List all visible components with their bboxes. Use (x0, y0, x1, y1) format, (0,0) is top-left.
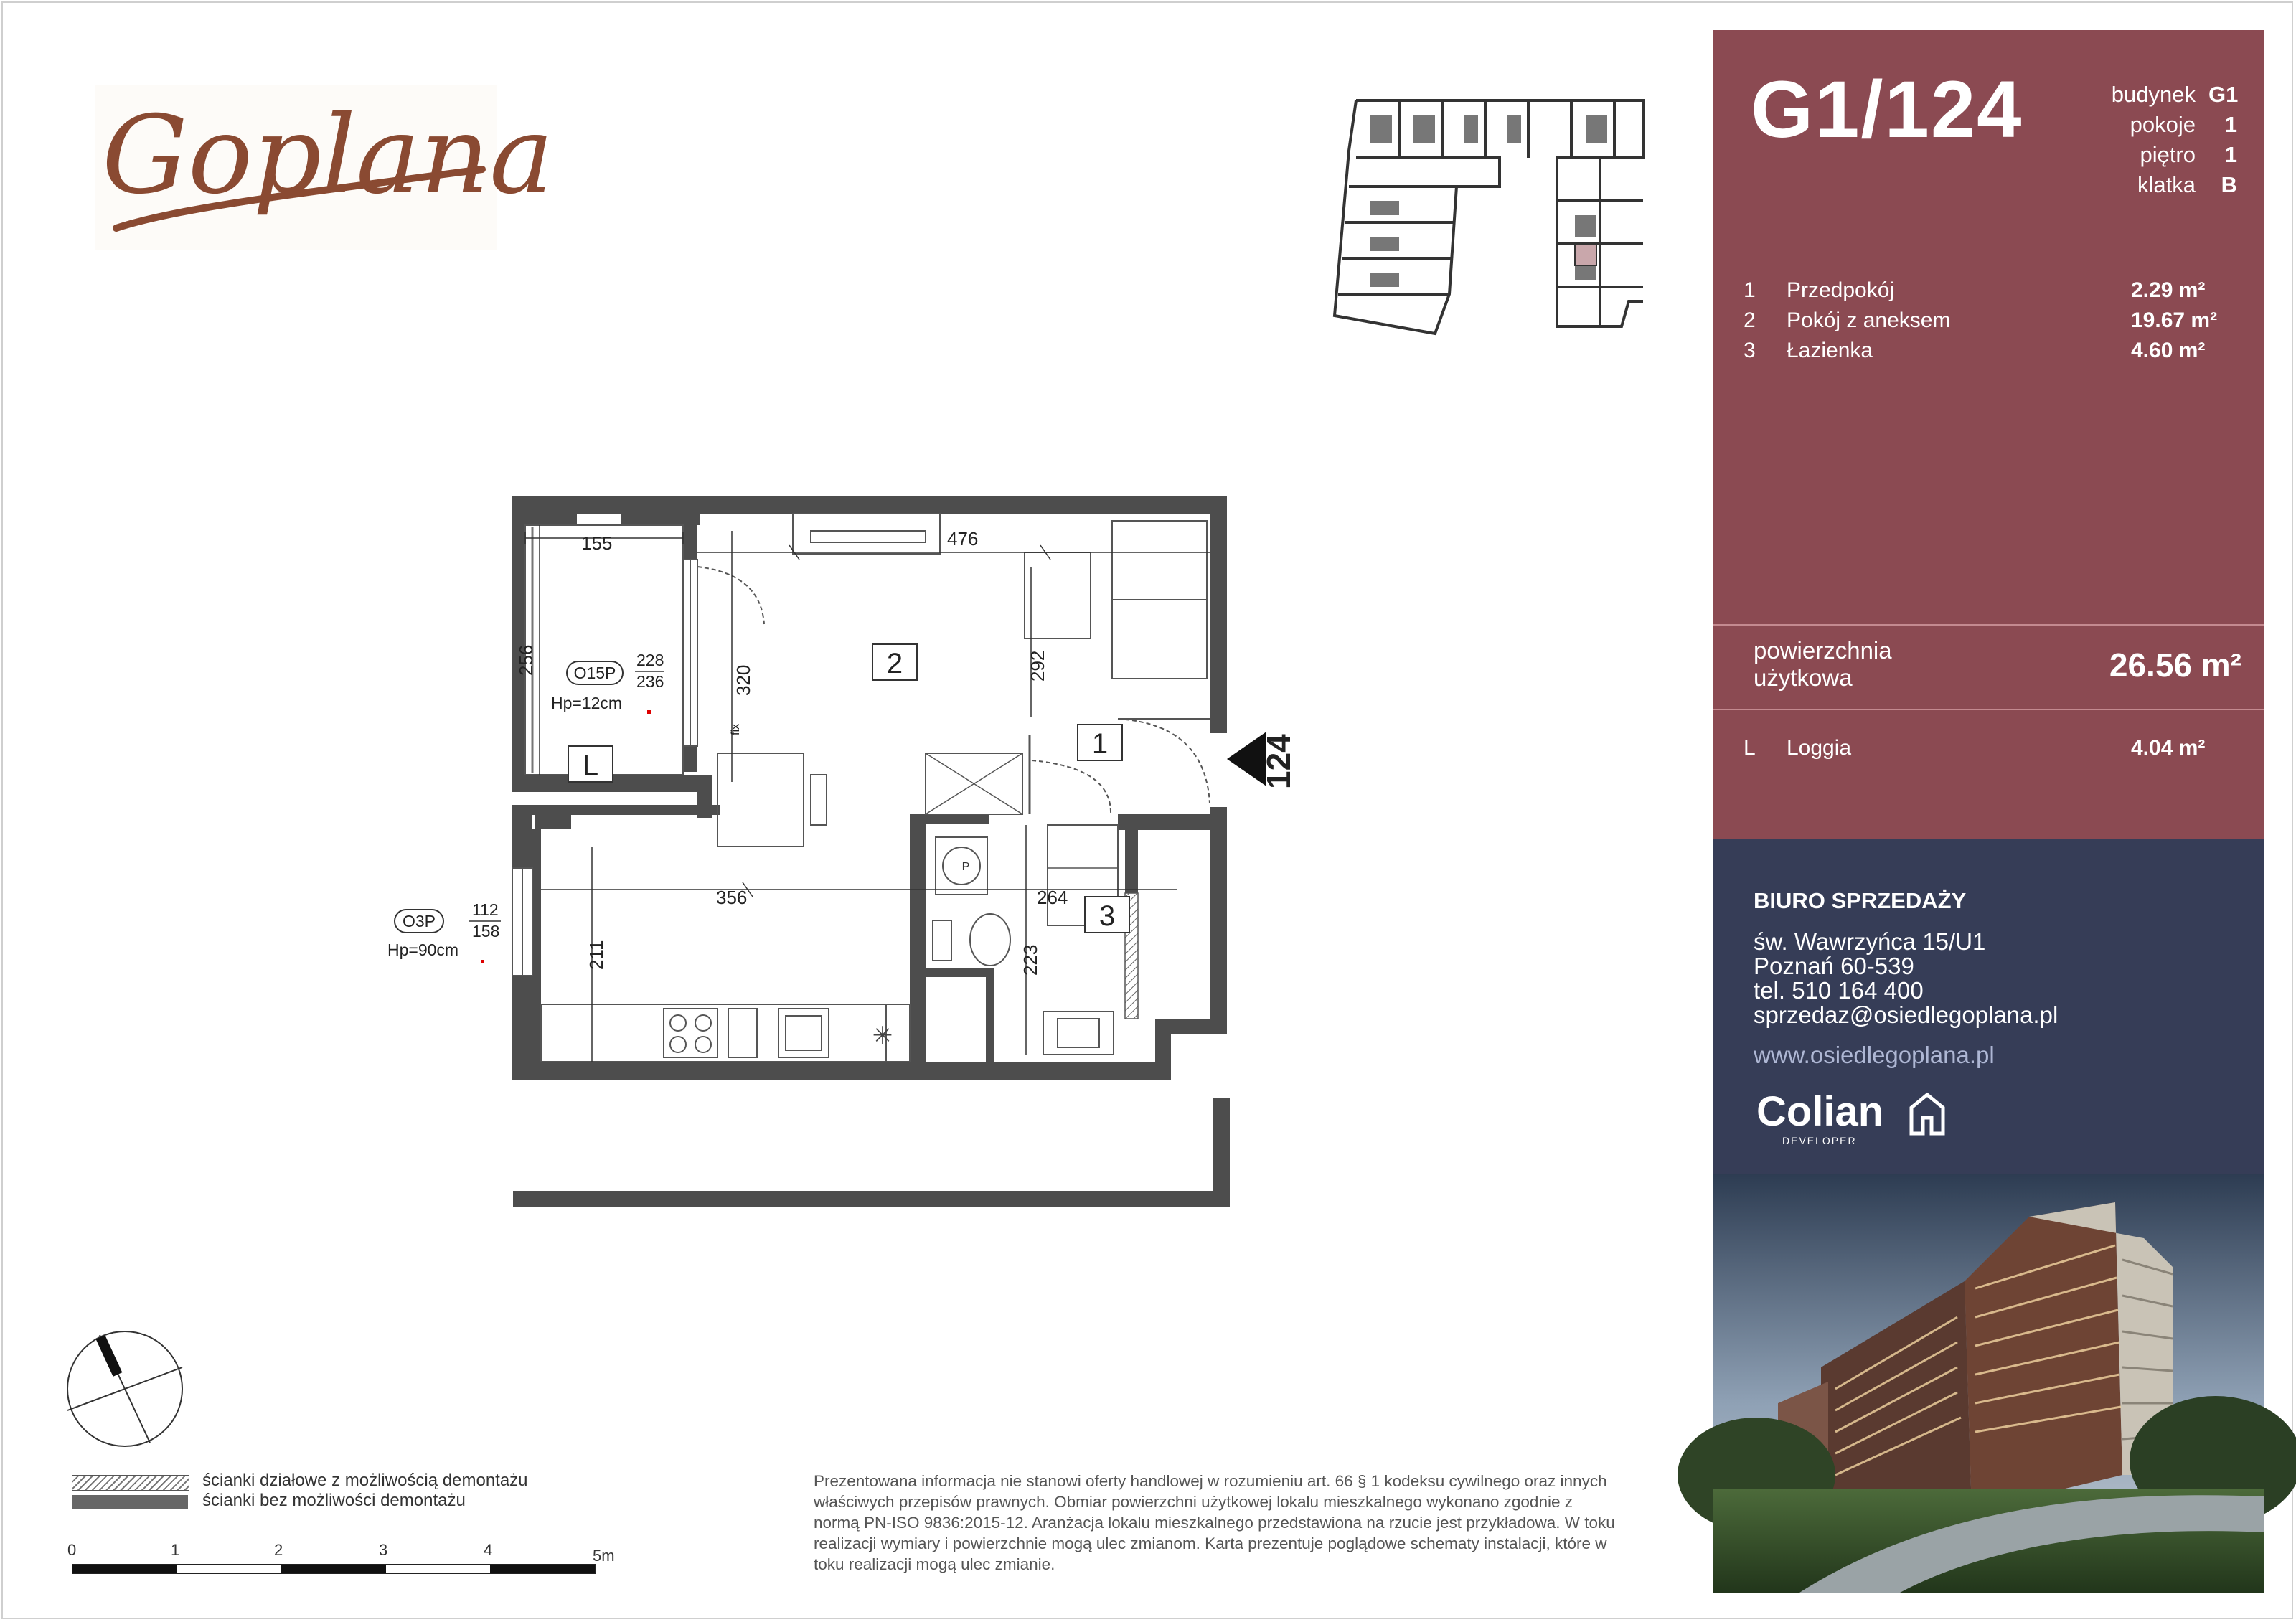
scale-tick-5m: 5m (593, 1547, 615, 1565)
meta-rooms: pokoje 1 (2130, 112, 2237, 137)
dim-292: 292 (1027, 650, 1048, 682)
colian-developer-sub: DEVELOPER (1782, 1135, 1857, 1146)
meta-floor: piętro 1 (2140, 142, 2237, 167)
window-o15p-code: O15P (573, 664, 616, 682)
sales-office-panel (1713, 839, 2264, 1174)
sales-address-1: św. Wawrzyńca 15/U1 (1754, 928, 1986, 955)
unit-code: G1/124 (1751, 65, 2023, 154)
building-render-image (1713, 1174, 2264, 1593)
usable-area-value: 26.56 m² (2109, 646, 2241, 684)
dim-155: 155 (581, 532, 613, 554)
window-o3p-hp: Hp=90cm (387, 940, 459, 959)
window-o3p-height: 158 (472, 922, 500, 940)
dim-356: 356 (716, 887, 748, 908)
unit-number-marker: 124 (1260, 734, 1297, 789)
dim-320: 320 (733, 664, 754, 696)
window-o15p-height: 236 (636, 672, 664, 691)
window-o3p-label (387, 900, 517, 968)
sales-title: BIURO SPRZEDAŻY (1754, 888, 1967, 913)
window-o3p-code: O3P (402, 912, 436, 930)
sales-address-2: Poznań 60-539 (1754, 953, 1914, 979)
window-o15p-width: 228 (636, 651, 664, 669)
room-label-L: L (582, 750, 599, 781)
floor-plan-drawing (495, 488, 1297, 1098)
scale-bar (72, 1564, 596, 1574)
usable-area-label: powierzchnia użytkowa (1754, 637, 1892, 691)
disclaimer: Prezentowana informacja nie stanowi oferty handlowej w rozumieniu art. 66 § 1 kodeksu cywilnego oraz innych właściwych przepisów prawnych. Obmiar powierzchni użytkowej lokalu mieszkalnego wykonano zgodnie z normą PN-ISO 9836:2015-12. Aranżacja lokalu mieszkalnego przedstawiona na rzucie jest przykładowa. W toku realizacji wymiary i powierzchnie mogą ulec zmianom. Karta prezentuje poglądowe schematy instalacji, które w toku realizacji mogą ulec zmianie. (814, 1472, 1615, 1573)
unit-info-panel (1713, 30, 2264, 839)
scale-tick-0: 0 (67, 1541, 77, 1559)
fix-label: fix (730, 724, 742, 735)
building-key-plan (1327, 86, 1672, 344)
scale-tick-4: 4 (484, 1541, 493, 1559)
sales-email[interactable]: sprzedaz@osiedlegoplana.pl (1754, 1001, 2059, 1028)
room-row-2: 2 Pokój z aneksem 19.67 m² (1744, 308, 2218, 332)
house-icon (1909, 1092, 1946, 1135)
legend-solid-swatch (72, 1495, 188, 1509)
sales-phone[interactable]: tel. 510 164 400 (1754, 977, 1924, 1004)
scale-tick-2: 2 (274, 1541, 283, 1559)
dim-223: 223 (1020, 944, 1041, 976)
scale-tick-1: 1 (171, 1541, 180, 1559)
window-o3p-width: 112 (472, 900, 499, 919)
window-o15p-hp: Hp=12cm (551, 694, 623, 712)
dim-476: 476 (947, 528, 979, 550)
room-label-2: 2 (886, 648, 903, 679)
dim-256: 256 (515, 644, 537, 676)
meta-building: budynek G1 (2111, 82, 2239, 107)
room-label-1: 1 (1091, 728, 1109, 760)
legend-hatched-label: ścianki działowe z możliwością demontażu (202, 1471, 528, 1490)
meta-staircase: klatka B (2137, 172, 2237, 197)
loggia-row: L Loggia 4.04 m² (1744, 736, 2206, 760)
svg-text:✳: ✳ (872, 1022, 893, 1050)
dim-211: 211 (585, 940, 607, 970)
room-row-3: 3 Łazienka 4.60 m² (1744, 339, 2206, 362)
svg-text:P: P (961, 861, 970, 873)
colian-logo: Colian (1756, 1088, 1884, 1135)
divider (1713, 624, 2264, 626)
goplana-logo (95, 85, 554, 250)
room-row-1: 1 Przedpokój 2.29 m² (1744, 278, 2206, 302)
scale-tick-3: 3 (379, 1541, 388, 1559)
svg-text:Goplana: Goplana (102, 93, 554, 218)
divider (1713, 709, 2264, 710)
dim-264: 264 (1037, 887, 1068, 908)
compass-icon (60, 1324, 189, 1453)
legend-solid-label: ścianki bez możliwości demontażu (202, 1491, 466, 1510)
sales-website-link[interactable]: www.osiedlegoplana.pl (1754, 1042, 1995, 1068)
legend-hatched-swatch (72, 1475, 189, 1491)
room-label-3: 3 (1098, 900, 1116, 932)
